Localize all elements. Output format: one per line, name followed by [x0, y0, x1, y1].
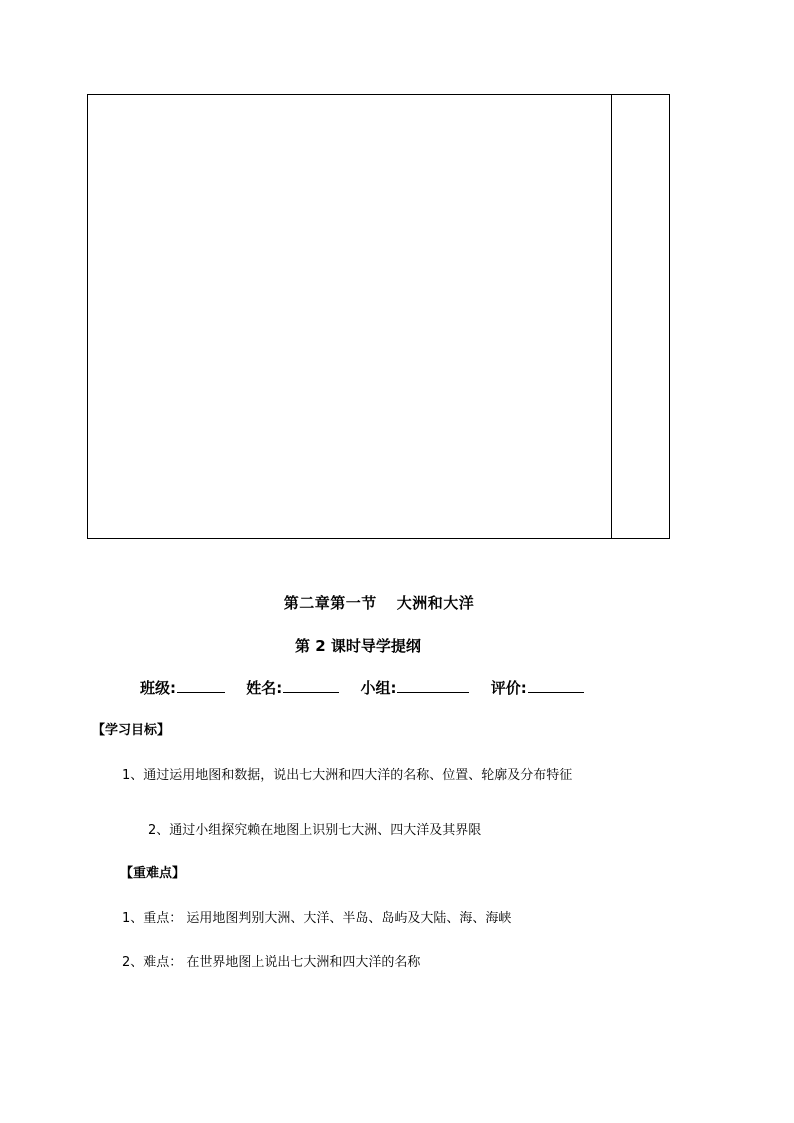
key-point-item-2: 2、难点： 在世界地图上说出七大洲和四大洋的名称	[122, 955, 421, 970]
rating-field	[491, 677, 584, 698]
empty-bordered-box	[87, 94, 670, 539]
name-label: 姓名:	[246, 679, 283, 697]
rating-blank[interactable]	[528, 678, 584, 693]
student-info-row	[140, 677, 584, 698]
objective-item-1: 1、通过运用地图和数据，说出七大洲和四大洋的名称、位置、轮廓及分布特征	[122, 768, 573, 783]
box-column-divider	[611, 95, 612, 538]
group-label: 小组:	[360, 679, 397, 697]
objectives-heading: 【学习目标】	[92, 723, 171, 738]
title-topic: 大洲和大洋	[396, 594, 475, 612]
group-blank[interactable]	[397, 678, 469, 693]
name-blank[interactable]	[283, 678, 339, 693]
key-point-item-1: 1、重点： 运用地图判别大洲、大洋、半岛、岛屿及大陆、海、海峡	[122, 911, 512, 926]
page-subtitle: 第 2 课时导学提纲	[295, 637, 421, 655]
class-blank[interactable]	[177, 678, 225, 693]
title-chapter: 第二章第一节	[283, 594, 377, 612]
class-label: 班级:	[140, 679, 176, 697]
group-field	[360, 677, 469, 698]
objective-item-2: 2、通过小组探究赖在地图上识别七大洲、四大洋及其界限	[148, 823, 482, 838]
class-field	[140, 677, 225, 698]
key-points-heading: 【重难点】	[120, 866, 186, 881]
name-field	[246, 677, 339, 698]
rating-label: 评价:	[490, 679, 527, 697]
page-title	[0, 592, 758, 613]
